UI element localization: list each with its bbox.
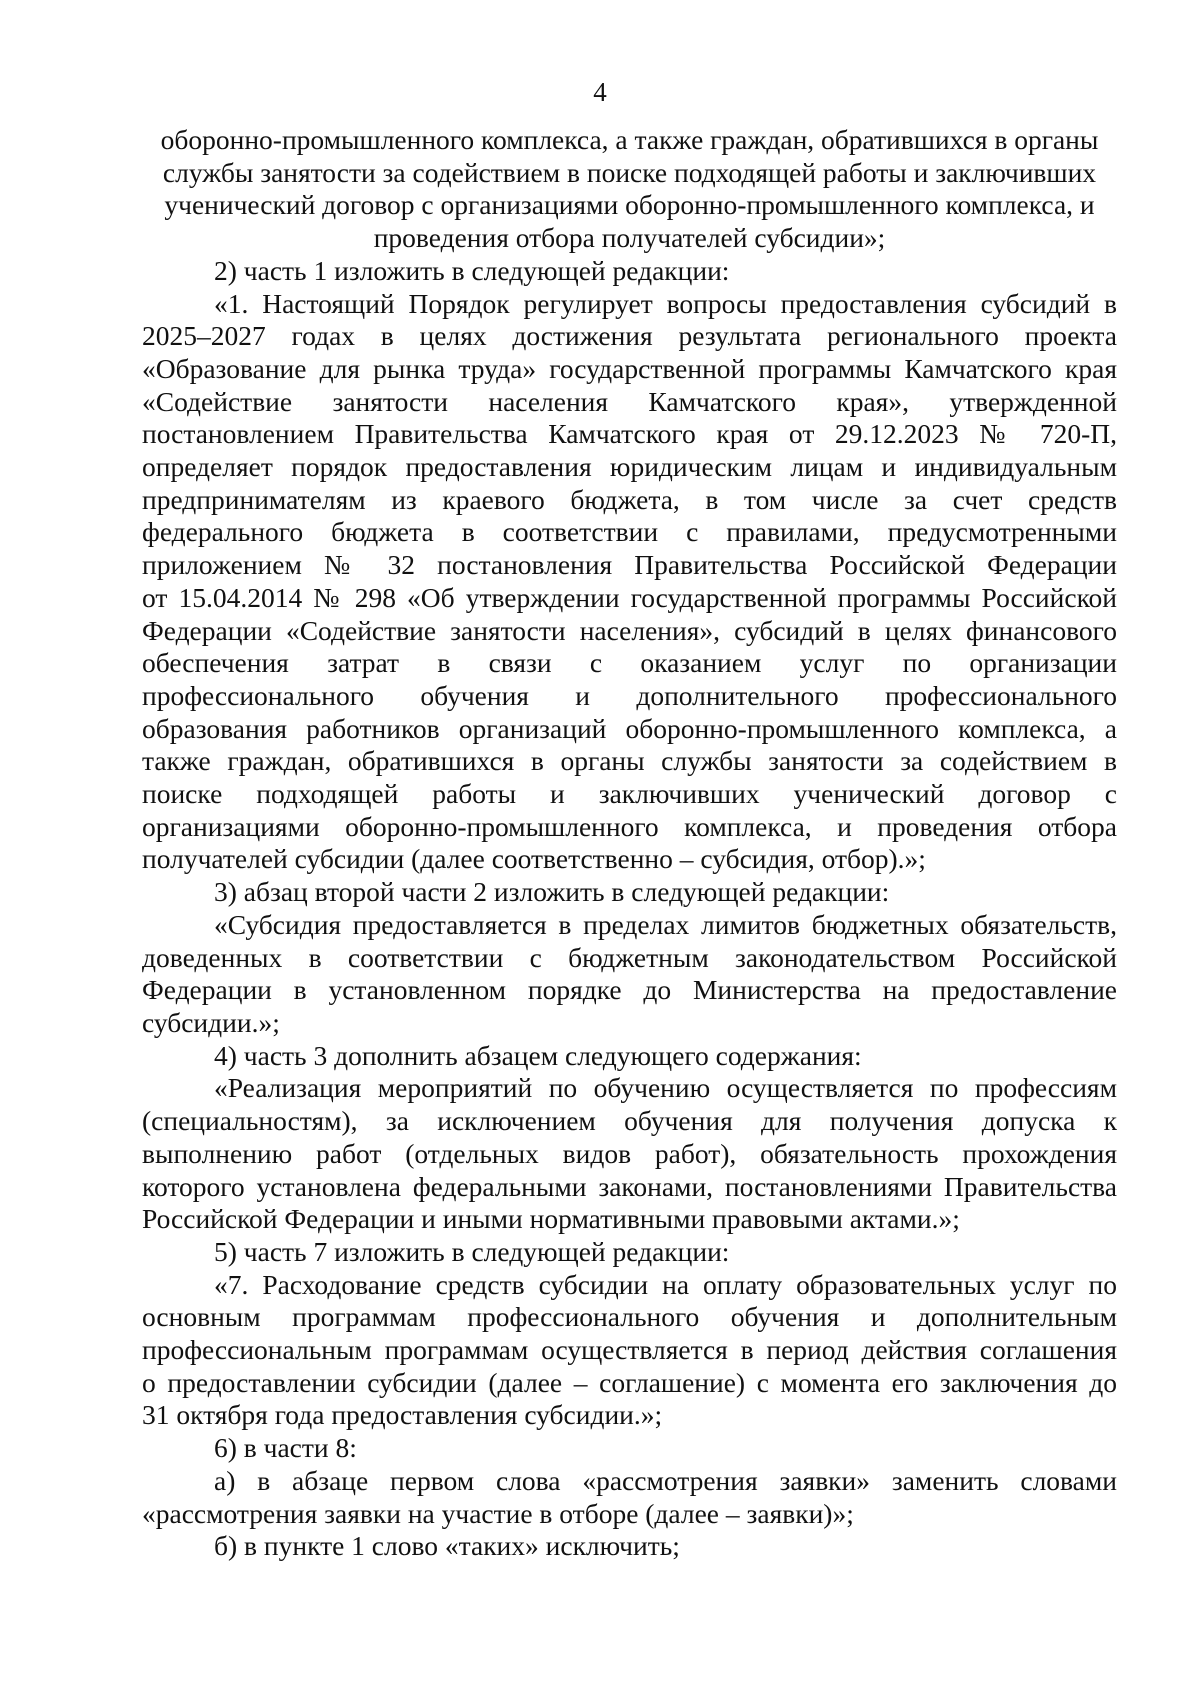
text-line: «Образование для рынка труда» государственной программы Камчатского края bbox=[142, 352, 1117, 384]
text-line: «Субсидия предоставляется в пределах лимитов бюджетных обязательств, bbox=[214, 908, 1117, 940]
text-line: основным программам профессионального обучения и дополнительным bbox=[142, 1301, 1117, 1333]
text-line: проведения отбора получателей субсидии»; bbox=[373, 222, 886, 254]
text-line: определяет порядок предоставления юридическим лицам и индивидуальным bbox=[142, 451, 1117, 483]
text-line: «7. Расходование средств субсидии на оплату образовательных услуг по bbox=[214, 1268, 1117, 1300]
text-line: постановлением Правительства Камчатского края от 29.12.2023 № 720-П, bbox=[142, 418, 1117, 450]
text-line: образования работников организаций оборонно-промышленного комплекса, а bbox=[142, 712, 1117, 744]
text-line: «Содействие занятости населения Камчатского края», утвержденной bbox=[142, 385, 1117, 417]
text-line: (специальностям), за исключением обучения для получения допуска к bbox=[142, 1105, 1117, 1137]
text-line: также граждан, обратившихся в органы службы занятости за содействием в bbox=[142, 745, 1117, 777]
amendment-item-6 bbox=[142, 1432, 1117, 1465]
text-line: ученический договор с организациями оборонно-промышленного комплекса, и bbox=[164, 189, 1095, 221]
amendment-text-part-1 bbox=[142, 288, 1117, 877]
text-line: 2) часть 1 изложить в следующей редакции: bbox=[214, 254, 730, 286]
amendment-text-part-2 bbox=[142, 909, 1117, 1040]
text-line: от 15.04.2014 № 298 «Об утверждении государственной программы Российской bbox=[142, 581, 1117, 613]
text-line: 5) часть 7 изложить в следующей редакции: bbox=[214, 1235, 730, 1267]
amendment-text-part-7 bbox=[142, 1269, 1117, 1433]
text-line: а) в абзаце первом слова «рассмотрения заявки» заменить словами bbox=[214, 1464, 1117, 1496]
text-line: профессионального обучения и дополнительного профессионального bbox=[142, 679, 1117, 711]
text-line: оборонно-промышленного комплекса, а также граждан, обратившихся в органы bbox=[160, 124, 1099, 155]
text-line: субсидии.»; bbox=[142, 1006, 280, 1038]
text-line: выполнению работ (отдельных видов работ), обязательность прохождения bbox=[142, 1137, 1117, 1169]
text-line: которого установлена федеральными законами, постановлениями Правительства bbox=[142, 1170, 1117, 1202]
text-line: «Реализация мероприятий по обучению осуществляется по профессиям bbox=[214, 1072, 1117, 1104]
text-line: 2025–2027 годах в целях достижения результата регионального проекта bbox=[142, 320, 1117, 352]
text-line: о предоставлении субсидии (далее – соглашение) с момента его заключения до bbox=[142, 1366, 1117, 1398]
text-line: федерального бюджета в соответствии с правилами, предусмотренными bbox=[142, 516, 1117, 548]
amendment-subitem-a bbox=[142, 1465, 1117, 1530]
text-line: 3) абзац второй части 2 изложить в следующей редакции: bbox=[214, 876, 890, 908]
amendment-item-2 bbox=[142, 255, 1117, 288]
amendment-item-5 bbox=[142, 1236, 1117, 1269]
text-line: доведенных в соответствии с бюджетным законодательством Российской bbox=[142, 941, 1117, 973]
amendment-item-3 bbox=[142, 876, 1117, 909]
title-continuation-paragraph bbox=[142, 124, 1117, 255]
amendment-text-part-3 bbox=[142, 1072, 1117, 1236]
amendment-subitem-b bbox=[142, 1530, 1117, 1563]
text-line: Федерации «Содействие занятости населения», субсидий в целях финансового bbox=[142, 614, 1117, 646]
document-body bbox=[142, 124, 1117, 1563]
amendment-item-4 bbox=[142, 1040, 1117, 1073]
text-line: «рассмотрения заявки на участие в отборе (далее – заявки)»; bbox=[142, 1497, 854, 1529]
text-line: 4) часть 3 дополнить абзацем следующего содержания: bbox=[214, 1039, 862, 1071]
text-line: б) в пункте 1 слово «таких» исключить; bbox=[214, 1530, 680, 1562]
text-line: предпринимателям из краевого бюджета, в том числе за счет средств bbox=[142, 483, 1117, 515]
text-line: Федерации в установленном порядке до Министерства на предоставление bbox=[142, 974, 1117, 1006]
text-line: профессиональным программам осуществляется в период действия соглашения bbox=[142, 1334, 1117, 1366]
text-line: организациями оборонно-промышленного комплекса, и проведения отбора bbox=[142, 810, 1117, 842]
text-line: приложением № 32 постановления Правительства Российской Федерации bbox=[142, 549, 1117, 581]
page-number: 4 bbox=[593, 77, 607, 107]
text-line: Российской Федерации и иными нормативными правовыми актами.»; bbox=[142, 1203, 960, 1235]
text-line: получателей субсидии (далее соответственно – субсидия, отбор).»; bbox=[142, 843, 926, 875]
text-line: обеспечения затрат в связи с оказанием услуг по организации bbox=[142, 647, 1117, 679]
text-line: 31 октября года предоставления субсидии.»; bbox=[142, 1399, 663, 1431]
text-line: 6) в части 8: bbox=[214, 1432, 357, 1464]
text-line: «1. Настоящий Порядок регулирует вопросы предоставления субсидий в bbox=[214, 287, 1117, 319]
text-line: службы занятости за содействием в поиске подходящей работы и заключивших bbox=[162, 156, 1097, 188]
text-line: поиске подходящей работы и заключивших ученический договор с bbox=[142, 778, 1117, 810]
